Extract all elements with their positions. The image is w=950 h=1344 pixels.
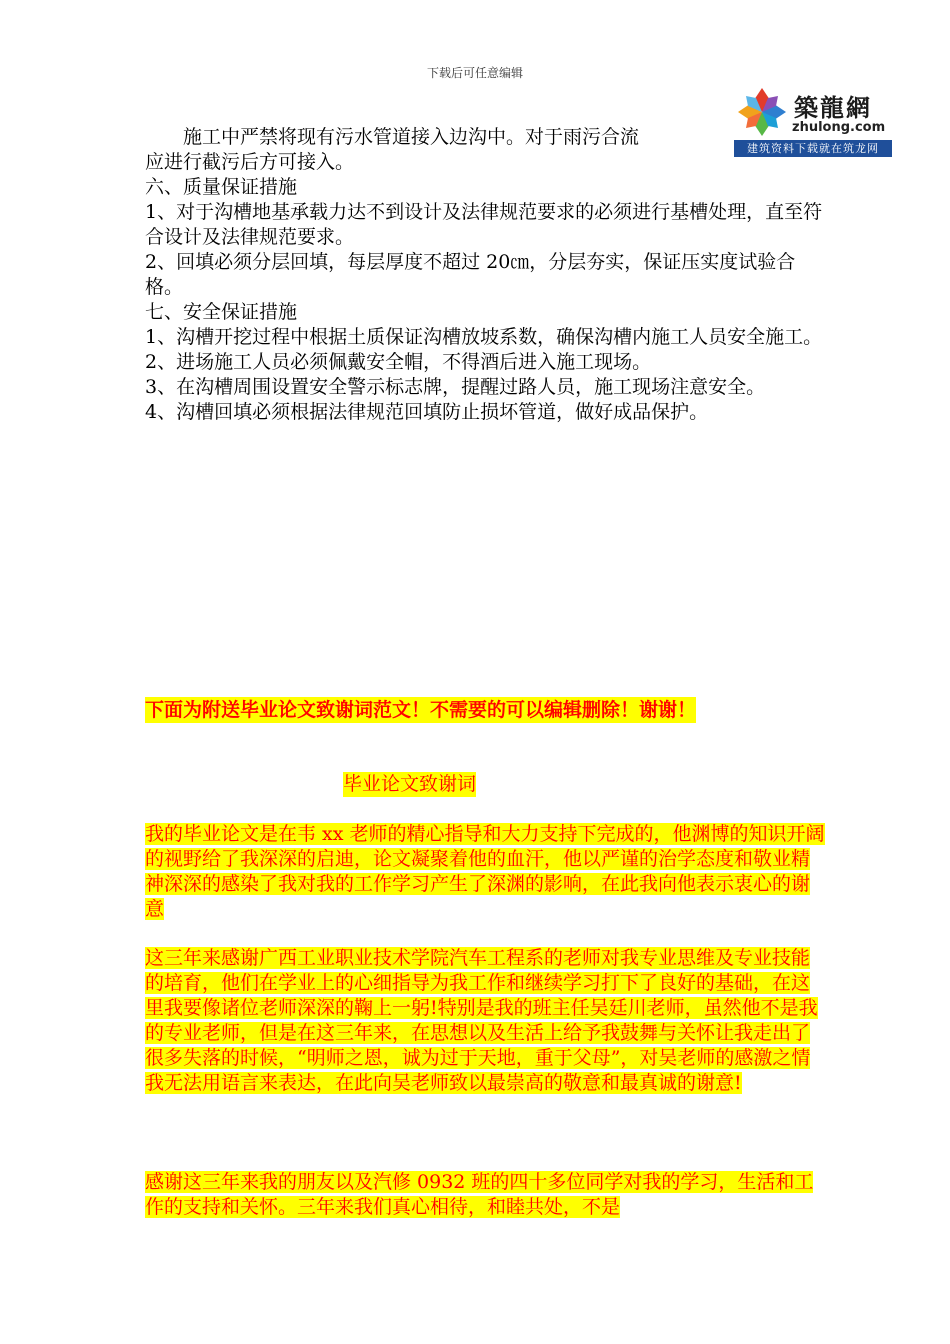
appendix-notice: 下面为附送毕业论文致谢词范文！不需要的可以编辑删除！谢谢！ xyxy=(145,699,697,721)
logo-domain: zhulong.com xyxy=(792,120,886,135)
acknowledgement-paragraph xyxy=(145,1170,825,1220)
paragraph-item: 1、对于沟槽地基承载力达不到设计及法律规范要求的必须进行基槽处理，直至符合设计及法律规范要求。 xyxy=(145,201,823,248)
paragraph-item: 4、沟槽回填必须根据法律规范回填防止损坏管道，做好成品保护。 xyxy=(145,401,709,423)
paragraph-item: 2、进场施工人员必须佩戴安全帽，不得酒后进入施工现场。 xyxy=(145,351,652,373)
paragraph-item: 1、沟槽开挖过程中根据土质保证沟槽放坡系数，确保沟槽内施工人员安全施工。 xyxy=(145,326,823,348)
logo-name: 築龍網 xyxy=(794,94,872,122)
acknowledgement-paragraph xyxy=(145,822,825,922)
section-heading-quality: 六、质量保证措施 xyxy=(145,176,298,198)
acknowledgement-text: 我的毕业论文是在韦 xx 老师的精心指导和大力支持下完成的，他渊博的知识开阔的视野给了我深深的启迪，论文凝聚着他的血汗，他以严谨的治学态度和敬业精神深深的感染了我对我的工作学习产生了深渊的影响，在此我向他表示衷心的谢意 xyxy=(145,823,825,920)
paragraph-line: 施工中严禁将现有污水管道接入边沟中。对于雨污合流 xyxy=(183,126,640,148)
logo-slogan: 建筑资料下载就在筑龙网 xyxy=(734,140,892,157)
paragraph-line: 应进行截污后方可接入。 xyxy=(145,151,355,173)
page-header: 下载后可任意编辑 xyxy=(426,66,523,80)
section-heading-safety: 七、安全保证措施 xyxy=(145,301,298,323)
acknowledgement-paragraph xyxy=(145,946,825,1096)
acknowledgement-text: 这三年来感谢广西工业职业技术学院汽车工程系的老师对我专业思维及专业技能的培育，他们在学业上的心细指导为我工作和继续学习打下了良好的基础，在这里我要像诸位老师深深的鞠上一躬!特别是我的班主任吴廷川老师，虽然他不是我的专业老师，但是在这三年来，在思想以及生活上给予我鼓舞与关怀让我走出了很多失落的时候，“明师之恩，诚为过于天地，重于父母”，对吴老师的感激之情我无法用语言来表达，在此向吴老师致以最崇高的敬意和最真诚的谢意! xyxy=(145,947,818,1094)
construction-section xyxy=(145,125,825,425)
acknowledgement-text: 感谢这三年来我的朋友以及汽修 0932 班的四十多位同学对我的学习，生活和工作的支持和关怀。三年来我们真心相待，和睦共处，不是 xyxy=(145,1171,814,1218)
acknowledgement-title: 毕业论文致谢词 xyxy=(343,773,477,795)
paragraph-item: 3、在沟槽周围设置安全警示标志牌，提醒过路人员，施工现场注意安全。 xyxy=(145,376,766,398)
paragraph-item: 2、回填必须分层回填，每层厚度不超过 20㎝，分层夯实，保证压实度试验合格。 xyxy=(145,251,796,298)
